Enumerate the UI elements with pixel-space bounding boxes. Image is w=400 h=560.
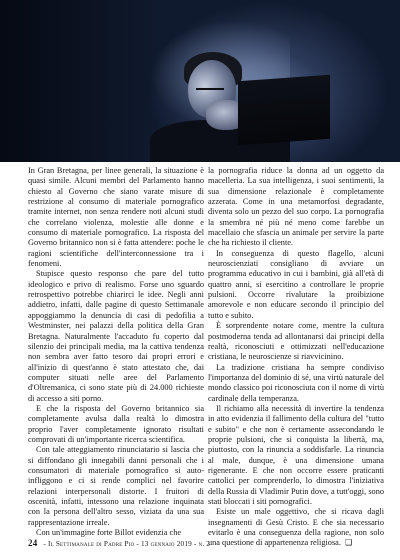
paragraph: Stupisce questo responso che pare del tutto ideologico e privo di realismo. Forse uno sguardo retrospettivo potrebbe chiarirci le idee. Negli anni addietro, infatti, dalle pagine di questo Settimanale appoggiammo la denuncia di casi di pedofilia a Westminster, nei palazzi della politica della Gran Bretagna. Naturalmente l'accaduto fu coperto dal silenzio dei principali media, ma la cattiva tendenza non sembra aver fatto tesoro dai propri errori e all'inizio di quest'anno è stato attestato che, dai computer situati nelle aree del Parlamento d'Oltremanica, ci sono state più di 24.000 richieste di accesso a siti porno. [28, 269, 204, 403]
paragraph: È sorprendente notare come, mentre la cultura postmoderna tenda ad allontanarsi dai principi della realtà, riconosciuti e ottimizzati nell'educazione cristiana, le neuroscienze si riavvicinino. [208, 321, 384, 362]
article-column-right [208, 166, 384, 549]
article-photo [0, 0, 400, 162]
paragraph: Il richiamo alla necessità di invertire la tendenza in atto evidenzia il fallimento della cultura del "tutto e subito" e che non è certamente assecondando le proprie pulsioni, che si conquista la libertà, ma, piuttosto, con la rinuncia a soddisfarle. La rinuncia al male, dunque, è una dimensione umana rigenerante. E che non occorre essere praticanti cattolici per comprenderlo, lo dimostra l'iniziativa della Russia di Vladimir Putin dove, a tutt'oggi, sono stati bloccati i siti pornografici. [208, 403, 384, 506]
paragraph: Con un'immagine forte Billot evidenzia che [36, 528, 182, 538]
laptop [238, 75, 330, 145]
paragraph: In Gran Bretagna, per linee generali, la situazione è quasi simile. Alcuni membri del Parlamento hanno chiesto al Governo che siano varate misure di restrizione al consumo di materiale pornografico tramite internet, non senza rendere noti alcuni studi che correlano violenza, molestie alle donne e consumo di materiale pornografico. La risposta del Governo britannico non si è fatta attendere: poche le ragioni scientifiche dell'interconnessione tra i fenomeni. [28, 166, 204, 269]
photo-shadow [0, 0, 160, 162]
article-column-left [28, 166, 204, 538]
paragraph-text: Esiste un male oggettivo, che si ricava dagli insegnamenti di Gesù Cristo. E che sia necessario evitarlo è una conseguenza della ragione, non solo una questione di appartenenza religiosa. [208, 507, 384, 548]
glasses [196, 88, 224, 94]
paragraph: la pornografia riduce la donna ad un oggetto da macelleria. La sua intelligenza, i suoi sentimenti, la sua dimensione relazionale è completamente azzerata. Come in una metamorfosi degradante, diventa solo un pezzo del suo corpo. La pornografia la smembra né più né meno come farebbe un macellaio che sfascia un animale per servire la parte che ha richiesto il cliente. [208, 166, 384, 248]
publication-line: - Il Settimanale di Padre Pio - 13 gennaio 2019 - n. 2 [43, 540, 211, 548]
paragraph: La tradizione cristiana ha sempre condiviso l'importanza del dominio di sé, una virtù naturale del mondo classico poi riconosciuta con il nome di virtù cardinale della temperanza. [208, 362, 384, 403]
paragraph: E che la risposta del Governo britannico sia completamente avulsa dalla realtà lo dimostra proprio l'aver completamente ignorato risultati comprovati di un'importante ricerca scientifica. [28, 403, 204, 444]
page-footer [28, 538, 378, 548]
page-number: 24 [28, 538, 38, 548]
paragraph: In conseguenza di questo flagello, alcuni neuroscienziati consigliano di avviare un programma educativo in cui i bambini, già all'età di quattro anni, si esercitino a controllare le proprie pulsioni. Occorre rivalutare la proibizione amorevole e non educare secondo il principio del tutto e subito. [208, 248, 384, 320]
paragraph: Con tale atteggiamento rinunciatario si lascia che si diffondano gli innegabili danni personali che i consumatori di materiale pornografico si auto-infliggono e ci si rende complici nel favorire relazioni interpersonali distorte. I fruitori di oscenità, infatti, intessono una relazione inquinata con la persona dell'altro sesso, viziata da una sua rappresentazione irreale. [28, 445, 204, 527]
end-of-article-icon: ❑ [344, 538, 353, 548]
